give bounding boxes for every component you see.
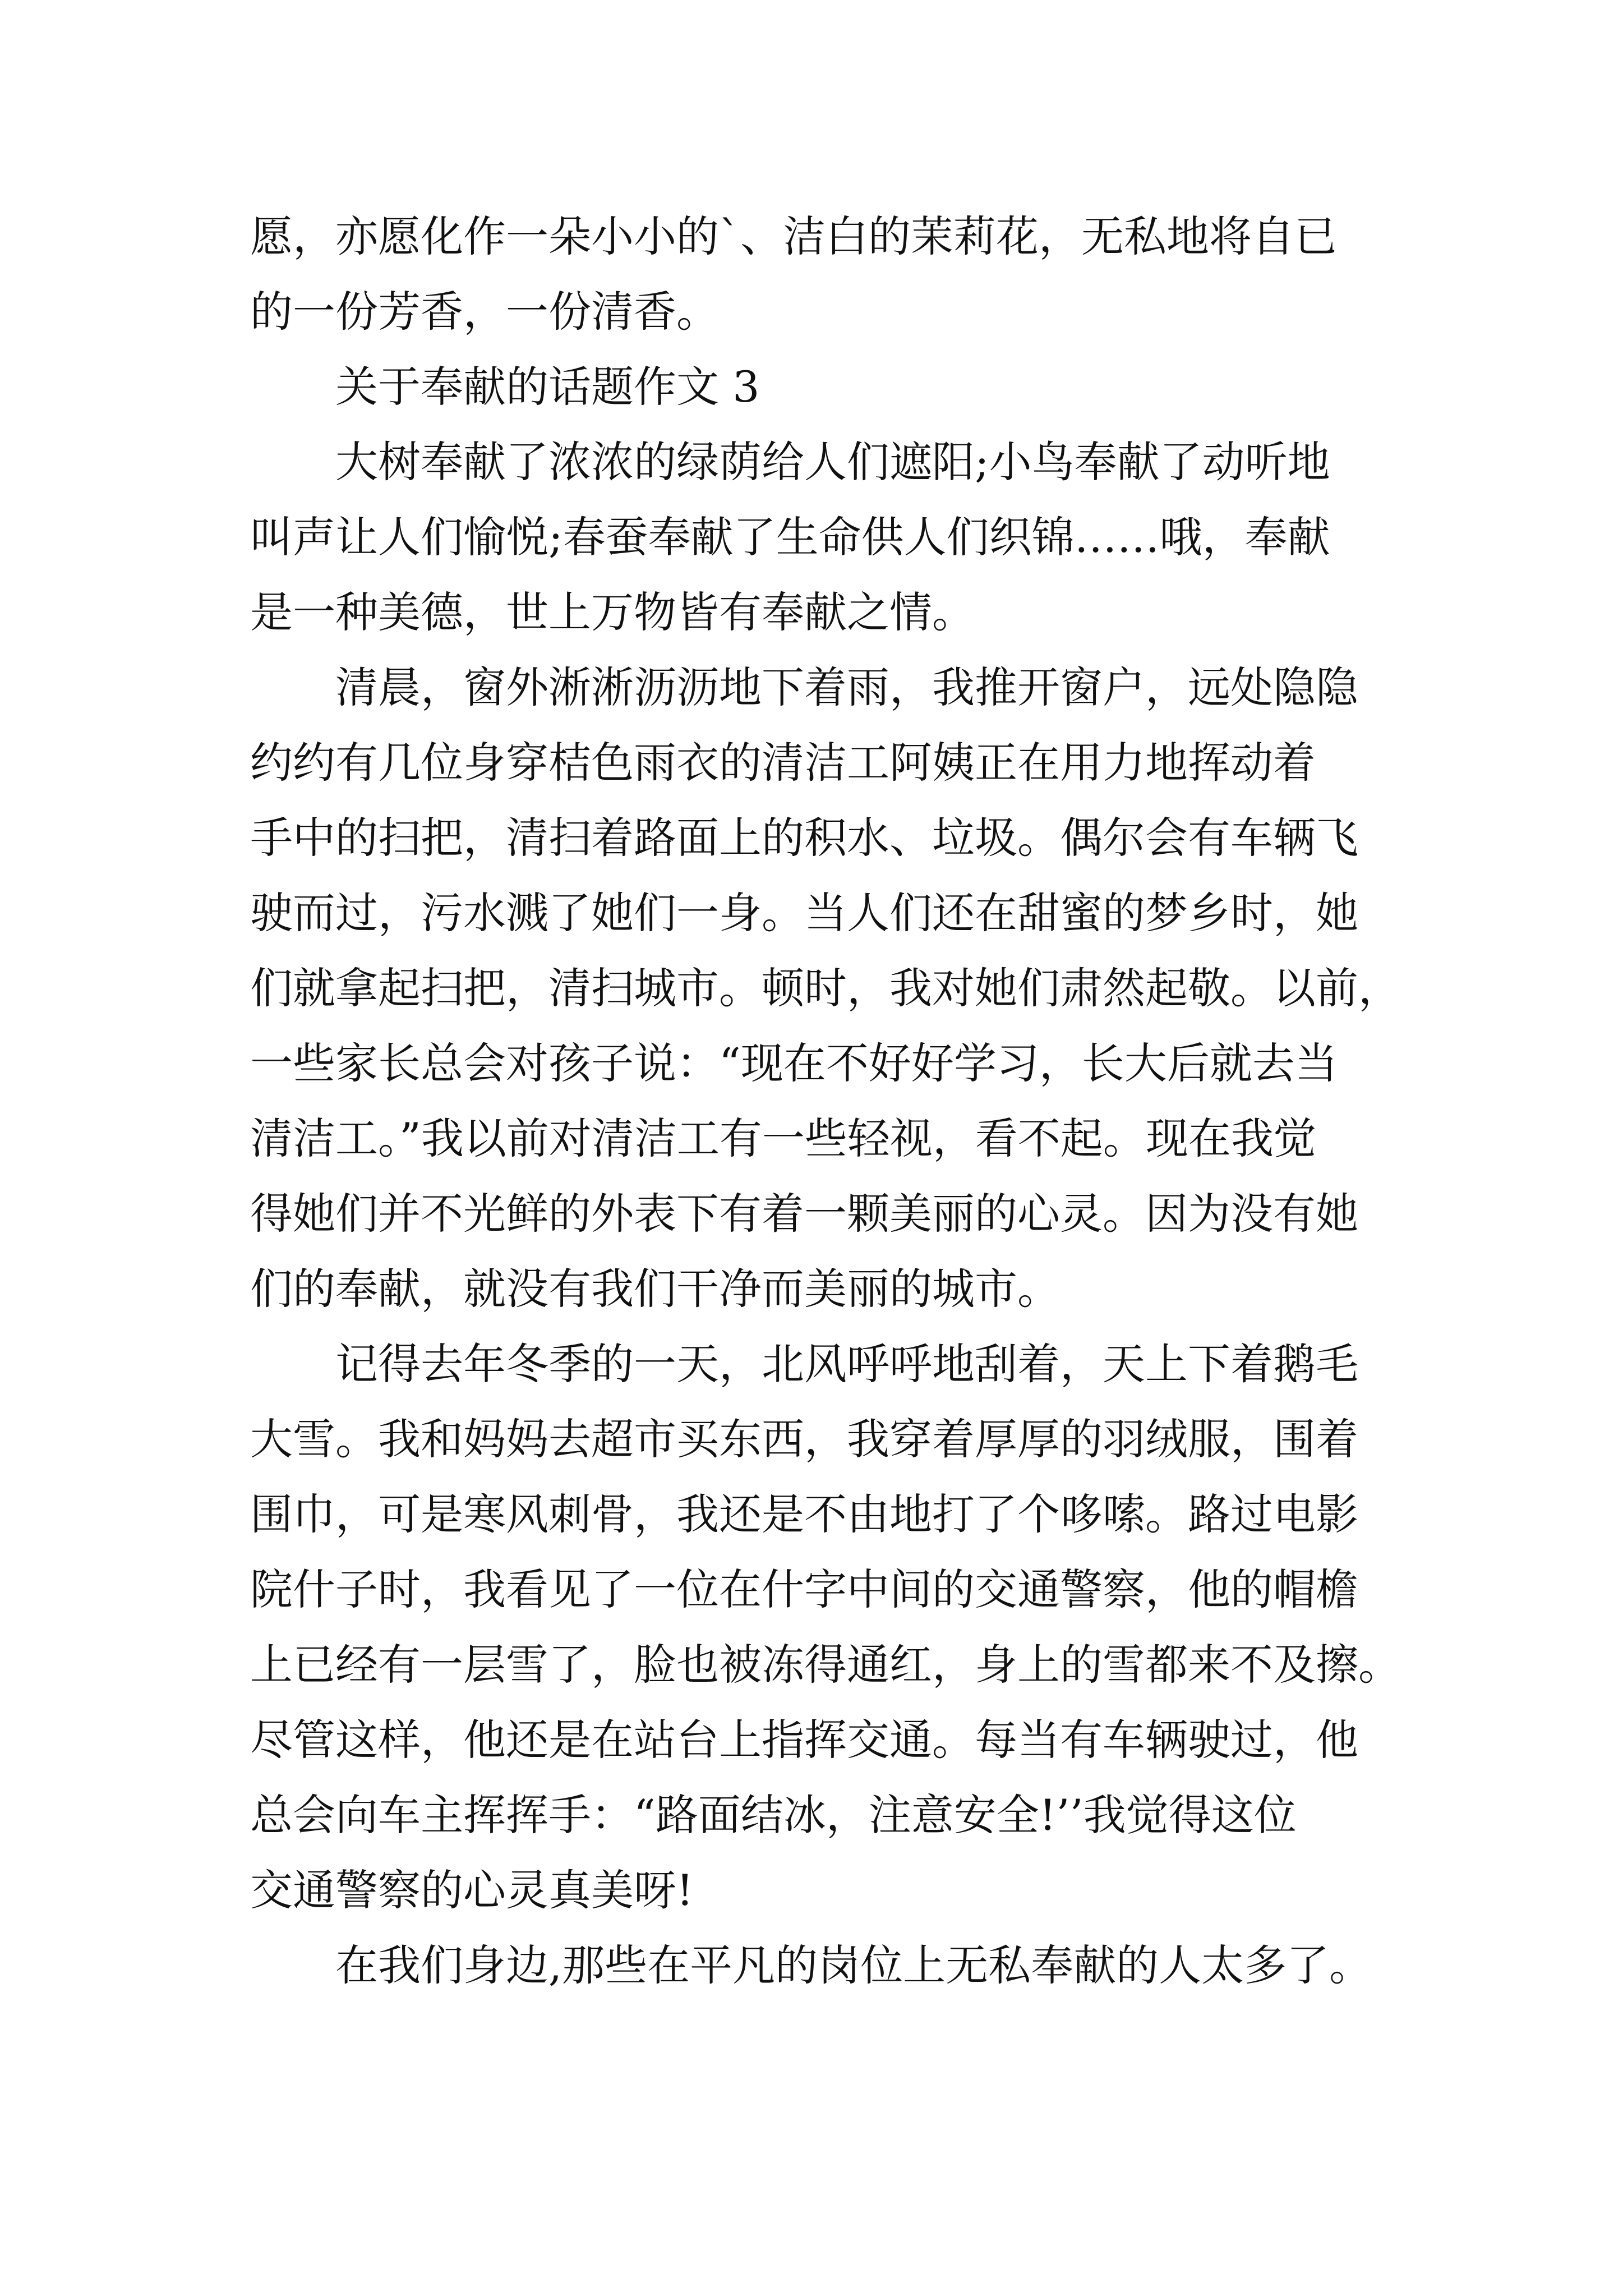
text-line: 尽管这样，他还是在站台上指挥交通。每当有车辆驶过，他 [250,1715,1358,1765]
text-line: 手中的扫把，清扫着路面上的积水、垃圾。偶尔会有车辆飞 [250,813,1358,863]
text-line: 总会向车主挥挥手：“路面结冰，注意安全!’’我觉得这位 [250,1790,1297,1840]
text-line: 清洁工。”我以前对清洁工有一些轻视，看不起。现在我觉 [250,1114,1316,1163]
text-line: 愿，亦愿化作一朵小小的`、洁白的茉莉花，无私地将自已 [250,211,1337,261]
text-line: 的一份芳香，一份清香。 [250,287,719,337]
text-line: 在我们身边,那些在平凡的岗位上无私奉献的人太多了。 [335,1940,1372,1990]
text-line: 们的奉献，就没有我们干净而美丽的城市。 [250,1264,1060,1314]
text-line: 叫声让人们愉悦;春蚕奉献了生命供人们织锦……哦，奉献 [250,512,1330,562]
text-line: 得她们并不光鲜的外表下有着一颗美丽的心灵。因为没有她 [250,1189,1358,1239]
text-line: 大树奉献了浓浓的绿荫给人们遮阳;小鸟奉献了动听地 [335,437,1330,487]
text-line: 记得去年冬季的一天，北风呼呼地刮着，天上下着鹅毛 [335,1339,1358,1389]
essay-text [250,199,1401,2003]
text-line: 院什子时，我看见了一位在什字中间的交通警察，他的帽檐 [250,1565,1358,1614]
text-line: 一些家长总会对孩子说：“现在不好好学习，长大后就去当 [250,1038,1338,1088]
essay-heading: 关于奉献的话题作文 3 [335,362,760,412]
text-line: 驶而过，污水溅了她们一身。当人们还在甜蜜的梦乡时，她 [250,888,1358,938]
text-line: 交通警察的心灵真美呀! [250,1865,694,1915]
text-line: 约约有几位身穿桔色雨衣的清洁工阿姨正在用力地挥动着 [250,738,1316,788]
text-line: 们就拿起扫把，清扫城市。顿时，我对她们肃然起敬。以前， [250,963,1401,1013]
text-line: 围巾，可是寒风刺骨，我还是不由地打了个哆嗦。路过电影 [250,1489,1358,1539]
text-line: 是一种美德，世上万物皆有奉献之情。 [250,587,975,637]
text-line: 清晨，窗外淅淅沥沥地下着雨，我推开窗户，远处隐隐 [335,662,1358,712]
text-line: 上已经有一层雪了，脸也被冻得通红，身上的雪都来不及擦。 [250,1640,1401,1690]
text-line: 大雪。我和妈妈去超市买东西，我穿着厚厚的羽绒服，围着 [250,1414,1358,1464]
